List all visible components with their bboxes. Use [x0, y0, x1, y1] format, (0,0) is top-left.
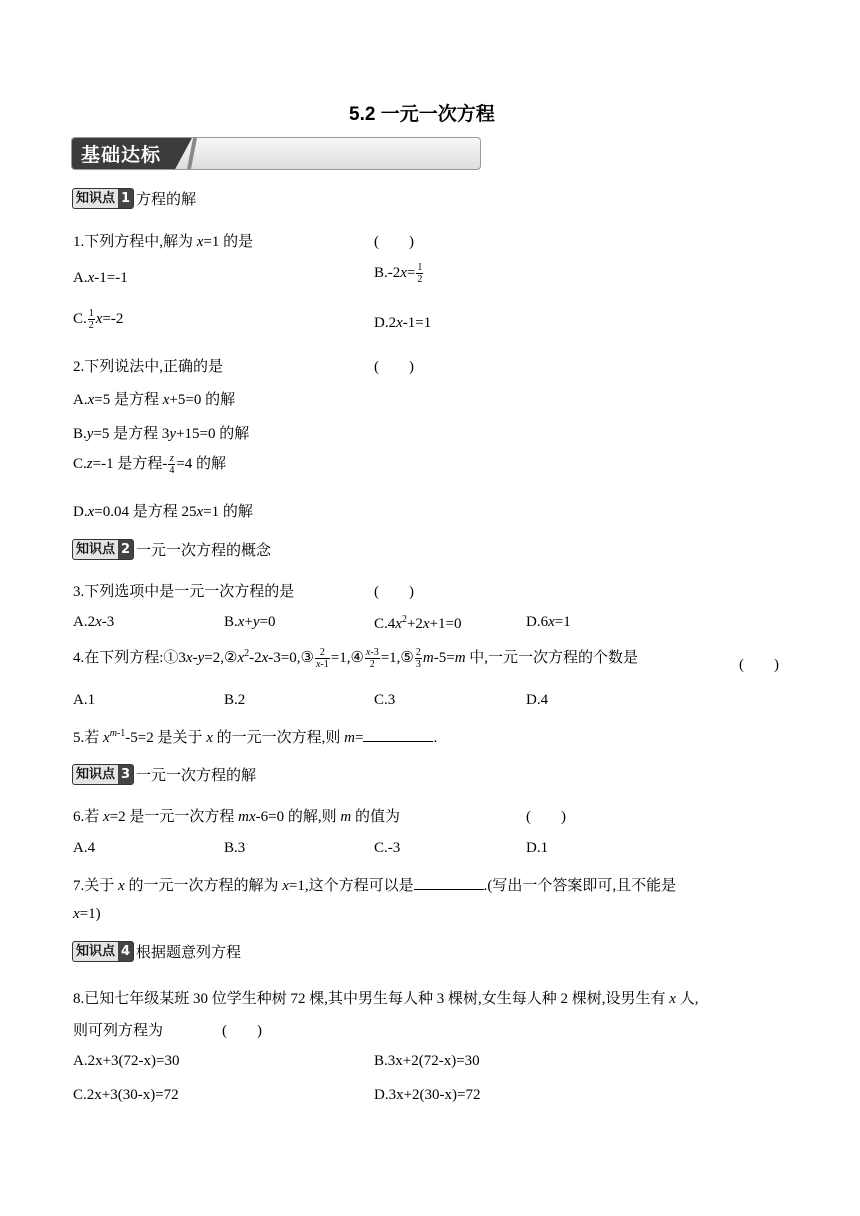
option-3b: B.x+y=0 [224, 614, 276, 630]
answer-paren: ( ) [374, 234, 414, 250]
option-2a: A.x=5 是方程 x+5=0 的解 [73, 392, 236, 408]
knowledge-point-4: 知识点 4 根据题意列方程 [72, 941, 241, 962]
option-8b: B.3x+2(72-x)=30 [374, 1053, 480, 1069]
answer-paren: ( ) [222, 1023, 262, 1039]
option-3c: $C.4x^2+2x+1=0$ [374, 614, 462, 632]
answer-paren: ( ) [739, 657, 779, 673]
option-8a: A.2x+3(72-x)=30 [73, 1053, 180, 1069]
option-6c: C.-3 [374, 840, 401, 856]
option-1a: A.x-1=-1 [73, 270, 128, 286]
option-2c: C.z=-1 是方程- $\frac{z}{4}$ =4 的解 [73, 453, 227, 477]
question-2-stem: 2.下列说法中,正确的是 [73, 359, 224, 375]
section-banner [71, 137, 481, 170]
question-1-stem: 1.下列方程中,解为 x=1 的是 [73, 234, 254, 250]
section-banner-label: 基础达标 [81, 144, 162, 166]
answer-blank[interactable] [414, 875, 484, 890]
option-4c: C.3 [374, 692, 396, 708]
option-8c: C.2x+3(30-x)=72 [73, 1087, 179, 1103]
knowledge-point-3: 知识点 3 一元一次方程的解 [72, 764, 256, 785]
option-1d: D.2x-1=1 [374, 315, 432, 331]
option-4d: D.4 [526, 692, 549, 708]
option-4b: B.2 [224, 692, 246, 708]
knowledge-point-1: 知识点 1 方程的解 [72, 188, 196, 209]
knowledge-point-2: 知识点 2 一元一次方程的概念 [72, 539, 271, 560]
option-6b: B.3 [224, 840, 246, 856]
option-6d: D.1 [526, 840, 549, 856]
option-2d: D.x=0.04 是方程 25x=1 的解 [73, 504, 253, 520]
question-4-stem: 4.在下列方程$:①3x-y=2,②x^2-2x-3=0,③$ $\frac{2}{x-1}$ =1,④ $\frac{x-3}{2}$ =1,⑤ $\frac{2}{3}$ m-5=m 中,一元一次方程的个数是 [73, 647, 639, 671]
question-8-stem: 8.已知七年级某班 30 位学生种树 72 棵,其中男生每人种 3 棵树,女生每人种 2 棵树,设男生有 x 人, [73, 991, 699, 1007]
answer-paren: ( ) [526, 809, 566, 825]
option-6a: A.4 [73, 840, 96, 856]
question-3-stem: 3.下列选项中是一元一次方程的是 [73, 584, 295, 600]
option-1c: C. $\frac{1}{2}$ x=-2 [73, 308, 124, 331]
option-8d: D.3x+2(30-x)=72 [374, 1087, 481, 1103]
option-4a: A.1 [73, 692, 96, 708]
option-3a: A.2x-3 [73, 614, 115, 630]
question-6-stem: 6.若 x=2 是一元一次方程 mx-6=0 的解,则 m 的值为 [73, 809, 400, 825]
answer-blank[interactable] [363, 727, 433, 742]
option-1b: B.-2x= $\frac{1}{2}$ [374, 262, 423, 285]
answer-paren: ( ) [374, 584, 414, 600]
question-7-stem: 7.关于 x 的一元一次方程的解为 x=1,这个方程可以是 .(写出一个答案即可,且不能是 [73, 874, 676, 895]
answer-paren: ( ) [374, 359, 414, 375]
option-2b: B.y=5 是方程 3y+15=0 的解 [73, 426, 250, 442]
page-title: 5.2 一元一次方程 [349, 104, 495, 125]
question-5-stem: 5.若 $x^{m-1}-5=2$ 是关于 x 的一元一次方程,则 m= . [73, 728, 438, 746]
question-7-stem-cont: x=1) [73, 906, 101, 922]
question-8-stem-cont: 则可列方程为 [73, 1023, 164, 1039]
option-3d: D.6x=1 [526, 614, 571, 630]
